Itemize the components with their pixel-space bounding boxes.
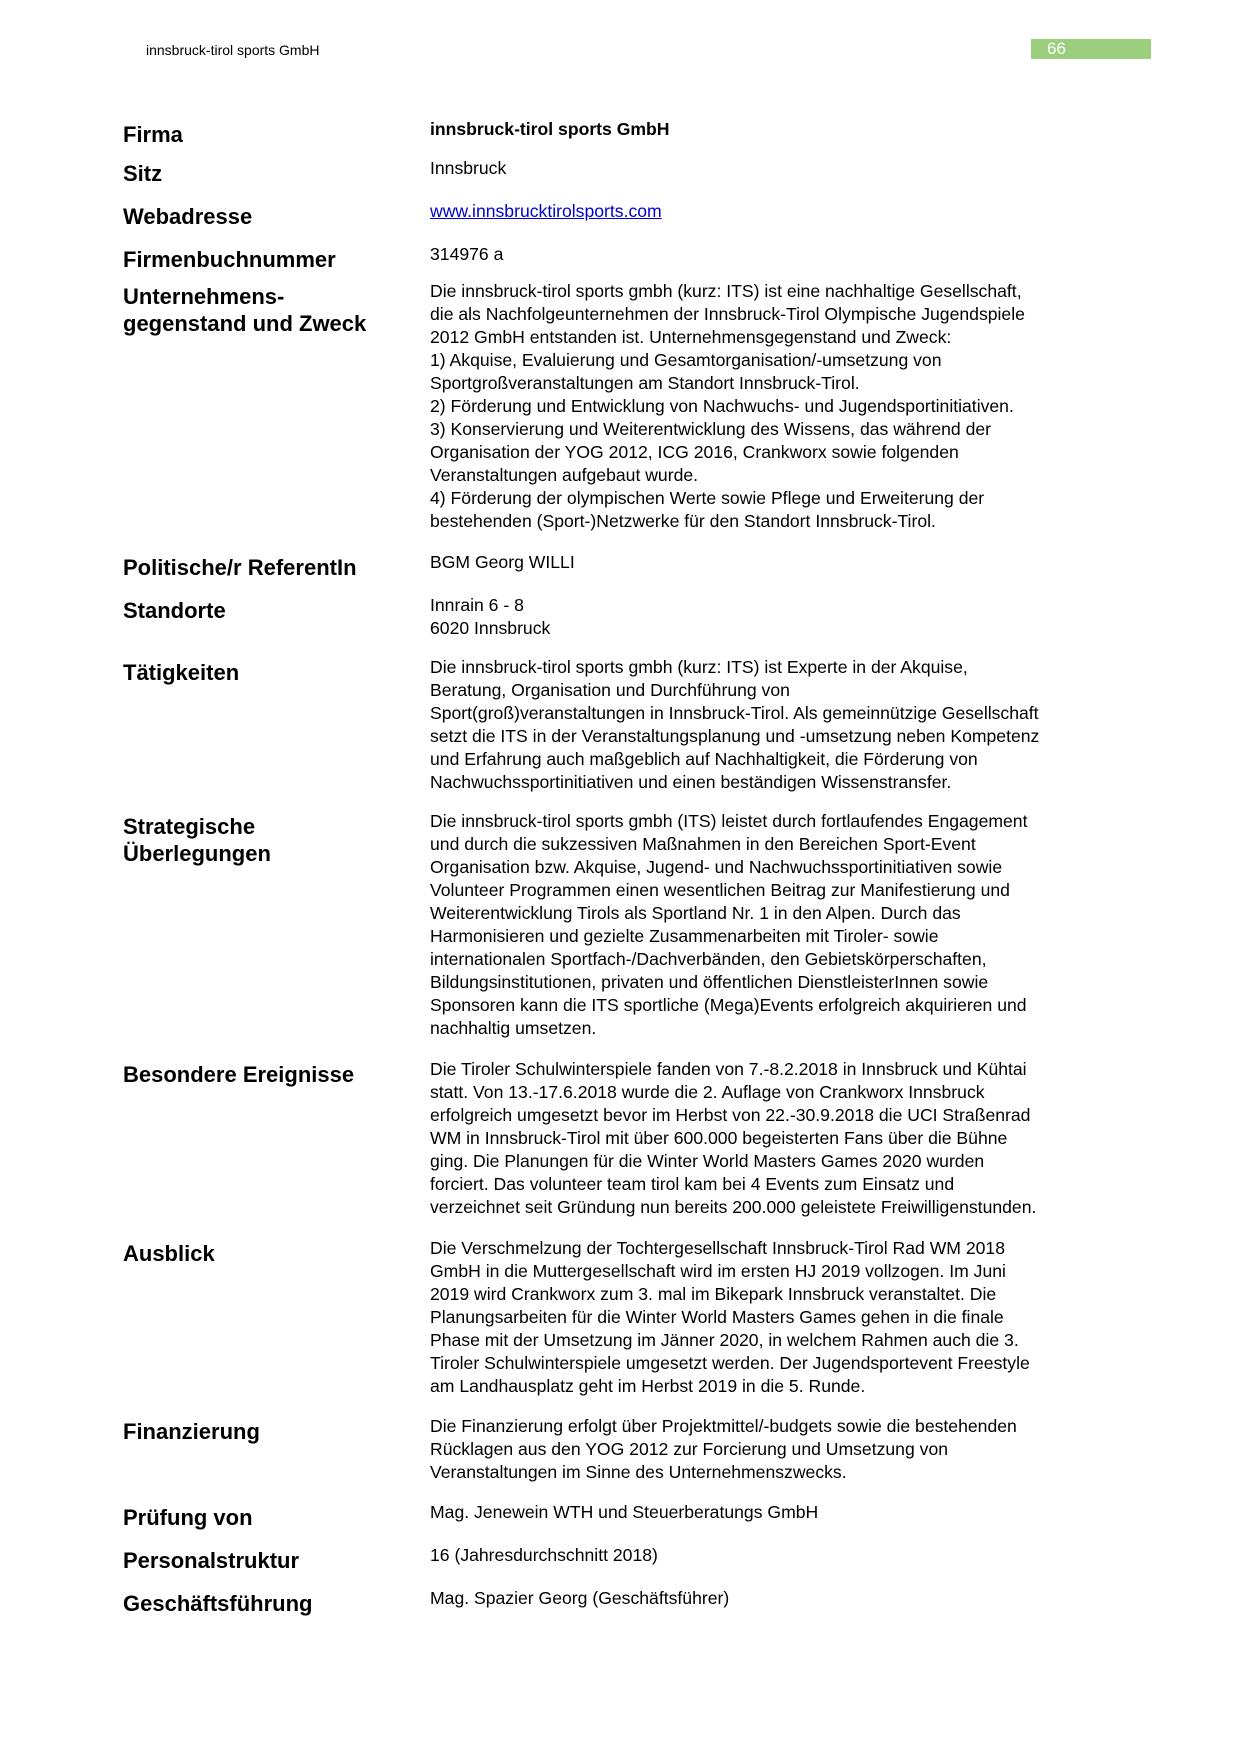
row-firma [123, 118, 1133, 157]
row-label: Politische/r ReferentIn [123, 555, 357, 580]
row-label: Unternehmens- gegenstand und Zweck [123, 284, 367, 336]
row-label: Firma [123, 122, 183, 147]
row-label: Tätigkeiten [123, 660, 240, 685]
row-taetigkeiten [123, 656, 1133, 810]
row-label: Ausblick [123, 1241, 215, 1266]
row-label: Geschäftsführung [123, 1591, 313, 1616]
row-finanzierung [123, 1415, 1133, 1501]
row-value: Die innsbruck-tirol sports gmbh (ITS) leistet durch fortlaufendes Engagement und durch die sukzessiven Maßnahmen in den Bereichen Sport-Event Organisation bzw. Akquise, Jugend- und Nachwuchssportinitiativen sowie Volunteer Programmen einen wesentlichen Beitrag zur Manifestierung und Weiterentwicklung Tirols als Sportland Nr. 1 in den Alpen. Durch das Harmonisieren und gezielte Zusammenarbeiten mit Tiroler- sowie internationalen Sportfach-/Dachverbänden, den Gebietskörperschaften, Bildungsinstitutionen, privaten und öffentlichen DienstleisterInnen sowie Sponsoren kann die ITS sportliche (Mega)Events erfolgreich akquirieren und nachhaltig umsetzen. [430, 811, 1028, 1038]
row-politische-referentin [123, 551, 1133, 594]
row-value: Die Verschmelzung der Tochtergesellschaft Innsbruck-Tirol Rad WM 2018 GmbH in die Muttergesellschaft wird im ersten HJ 2019 vollzogen. Im Juni 2019 wird Crankworx zum 3. mal im Bikepark Innsbruck veranstaltet. Die Planungsarbeiten für die Winter World Masters Games gehen in die finale Phase mit der Umsetzung im Jänner 2020, in welchem Rahmen auch die 3. Tiroler Schulwinterspiele umgesetzt werden. Der Jugendsportevent Freestyle am Landhausplatz geht im Herbst 2019 in die 5. Runde. [430, 1238, 1030, 1396]
row-value [430, 200, 1133, 223]
row-label: Firmenbuchnummer [123, 247, 336, 272]
row-value: 314976 a [430, 244, 504, 264]
row-label: Personalstruktur [123, 1548, 300, 1573]
row-label: Besondere Ereignisse [123, 1062, 355, 1087]
row-webadresse [123, 200, 1133, 243]
row-pruefung-von [123, 1501, 1133, 1544]
row-value: Die Tiroler Schulwinterspiele fanden von 7.-8.2.2018 in Innsbruck und Kühtai statt. Von 13.-17.6.2018 wurde die 2. Auflage von Crankworx Innsbruck erfolgreich umgesetzt bevor im Herbst von 22.-30.9.2018 die UCI Straßenrad WM in Innsbruck-Tirol mit über 600.000 begeisterten Fans über die Bühne ging. Die Planungen für die Winter World Masters Games 2020 wurden forciert. Das volunteer team tirol kam bei 4 Events zum Einsatz und verzeichnet seit Gründung nun bereits 200.000 geleistete Freiwilligenstunden. [430, 1059, 1037, 1217]
row-value: Innsbruck [430, 158, 507, 178]
row-label: Sitz [123, 161, 163, 186]
row-value: Die innsbruck-tirol sports gmbh (kurz: ITS) ist eine nachhaltige Gesellschaft, die als Nachfolgeunternehmen der Innsbruck-Tirol Olympische Jugendspiele 2012 GmbH entstanden ist. Unternehmensgegenstand und Zweck: 1) Akquise, Evaluierung und Gesamtorganisation/-umsetzung von Sportgroßveranstaltungen am Standort Innsbruck-Tirol. 2) Förderung und Entwicklung von Nachwuchs- und Jugendsportinitiativen. 3) Konservierung und Weiterentwicklung des Wissens, das während der Organisation der YOG 2012, ICG 2016, Crankworx sowie folgenden Veranstaltungen aufgebaut wurde. 4) Förderung der olympischen Werte sowie Pflege und Erweiterung der bestehenden (Sport-)Netzwerke für den Standort Innsbruck-Tirol. [430, 281, 1025, 531]
row-firmenbuchnummer [123, 243, 1133, 280]
row-strategische-ueberlegungen [123, 810, 1133, 1058]
row-label: Strategische Überlegungen [123, 814, 271, 866]
row-value: 16 (Jahresdurchschnitt 2018) [430, 1545, 658, 1565]
row-standorte [123, 594, 1133, 656]
row-value: Mag. Spazier Georg (Geschäftsführer) [430, 1588, 730, 1608]
row-value: BGM Georg WILLI [430, 552, 575, 572]
header-company-name: innsbruck-tirol sports GmbH [146, 42, 320, 58]
row-label: Prüfung von [123, 1505, 253, 1530]
row-geschaeftsfuehrung [123, 1587, 1133, 1630]
row-value: Die Finanzierung erfolgt über Projektmittel/-budgets sowie die bestehenden Rücklagen aus den YOG 2012 zur Forcierung und Umsetzung von Veranstaltungen im Sinne des Unternehmenszwecks. [430, 1416, 1017, 1482]
row-ausblick [123, 1237, 1133, 1415]
row-label: Standorte [123, 598, 226, 623]
company-profile-table [123, 118, 1133, 1630]
page-number-badge: 66 [1031, 39, 1151, 59]
row-personalstruktur [123, 1544, 1133, 1587]
row-value: Die innsbruck-tirol sports gmbh (kurz: ITS) ist Experte in der Akquise, Beratung, Organisation und Durchführung von Sport(groß)veranstaltungen in Innsbruck-Tirol. Als gemeinnützige Gesellschaft setzt die ITS in der Veranstaltungsplanung und -umsetzung neben Kompetenz und Erfahrung auch maßgeblich auf Nachhaltigkeit, die Förderung von Nachwuchssportinitiativen und einen beständigen Wissenstransfer. [430, 657, 1040, 792]
row-label: Finanzierung [123, 1419, 260, 1444]
row-label: Webadresse [123, 204, 253, 229]
row-sitz [123, 157, 1133, 200]
row-besondere-ereignisse [123, 1058, 1133, 1237]
row-value: Mag. Jenewein WTH und Steuerberatungs GmbH [430, 1502, 819, 1522]
row-value: Innrain 6 - 8 6020 Innsbruck [430, 595, 551, 638]
row-unternehmensgegenstand [123, 280, 1133, 551]
row-value: innsbruck-tirol sports GmbH [430, 119, 670, 139]
website-link[interactable]: www.innsbrucktirolsports.com [430, 201, 662, 221]
